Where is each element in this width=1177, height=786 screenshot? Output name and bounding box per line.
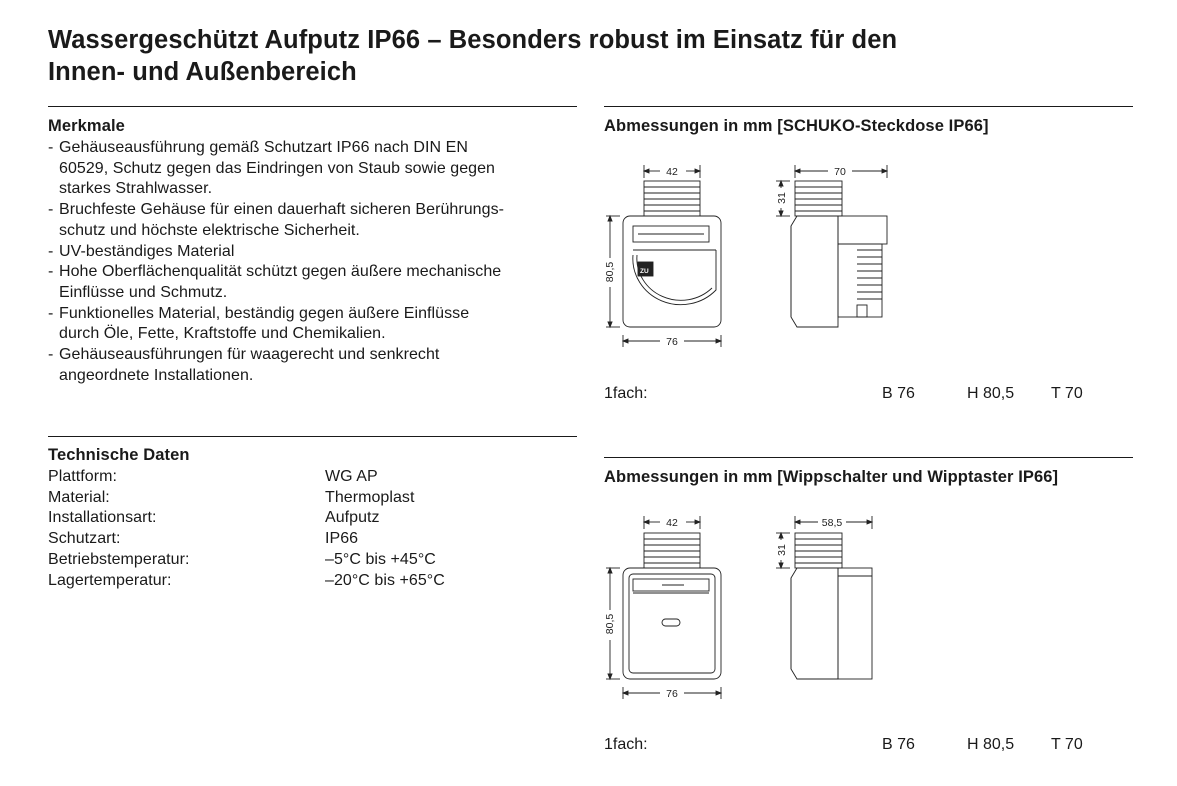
row-width: B 76 (882, 736, 915, 753)
feature-line: Einflüsse und Schmutz. (59, 283, 228, 301)
tech-key: Installationsart: (48, 509, 157, 527)
feature-line: Gehäuseausführung gemäß Schutzart IP66 nach DIN EN (59, 139, 468, 156)
dim-side-top: 31 (776, 192, 788, 204)
row-depth: T 70 (1051, 385, 1083, 402)
tech-value: –20°C bis +65°C (325, 571, 445, 589)
bullet-dash: - (48, 346, 54, 364)
features-heading: Merkmale (48, 117, 125, 135)
tech-row (48, 571, 588, 592)
feature-line: Hohe Oberflächenqualität schützt gegen äußere mechanische (59, 263, 502, 281)
schuko-side-drawing (770, 155, 900, 335)
feature-line: UV-beständiges Material (59, 242, 235, 260)
feature-line: angeordnete Installationen. (59, 366, 254, 384)
tech-value: Aufputz (325, 509, 380, 527)
dim-height: 80,5 (604, 261, 616, 283)
dims1-row (604, 385, 1133, 405)
divider (48, 436, 577, 437)
dims1-heading: Abmessungen in mm [SCHUKO-Steckdose IP66] (604, 117, 989, 135)
feature-line: starkes Strahlwasser. (59, 180, 213, 198)
bullet-dash: - (48, 139, 54, 156)
dim-depth: 70 (834, 166, 846, 178)
row-label: 1fach: (604, 385, 648, 402)
zu-label: ZU (640, 268, 649, 275)
feature-line: Bruchfeste Gehäuse für einen dauerhaft sicheren Berührungs- (59, 201, 504, 219)
divider (48, 106, 577, 107)
page-title (48, 24, 1048, 88)
tech-key: Plattform: (48, 468, 117, 485)
dim-depth: 58,5 (821, 517, 843, 529)
feature-line: Funktionelles Material, beständig gegen äußere Einflüsse (59, 304, 470, 322)
tech-row (48, 550, 588, 571)
page-title-line-2: Innen- und Außenbereich (48, 58, 357, 86)
feature-line: 60529, Schutz gegen das Eindringen von Staub sowie gegen (59, 159, 496, 177)
dims2-heading: Abmessungen in mm [Wippschalter und Wipptaster IP66] (604, 468, 1059, 486)
bullet-dash: - (48, 263, 54, 281)
dim-width-bottom: 76 (666, 688, 678, 700)
tech-key: Betriebstemperatur: (48, 550, 190, 568)
row-depth: T 70 (1051, 736, 1083, 753)
tech-value: WG AP (325, 468, 378, 485)
dim-width-top: 42 (666, 166, 678, 178)
feature-line: Gehäuseausführungen für waagerecht und senkrecht (59, 346, 440, 364)
divider (604, 457, 1133, 458)
tech-row (48, 508, 588, 529)
dim-height: 80,5 (604, 613, 616, 635)
feature-line: durch Öle, Fette, Kraftstoffe und Chemikalien. (59, 325, 386, 343)
divider (604, 106, 1133, 107)
tech-row (48, 529, 588, 550)
tech-key: Schutzart: (48, 530, 121, 548)
schuko-front-drawing (600, 155, 740, 355)
dim-side-top: 31 (776, 544, 788, 556)
row-height: H 80,5 (967, 736, 1015, 753)
tech-key: Lagertemperatur: (48, 571, 172, 589)
tech-heading: Technische Daten (48, 446, 190, 464)
dim-width-top: 42 (666, 517, 678, 529)
row-height: H 80,5 (967, 385, 1015, 402)
tech-value: Thermoplast (325, 488, 415, 506)
row-width: B 76 (882, 385, 915, 402)
feature-item (48, 345, 588, 386)
feature-line: schutz und höchste elektrische Sicherheit. (59, 221, 360, 239)
page-title-line-1: Wassergeschützt Aufputz IP66 – Besonders robust im Einsatz für den (48, 26, 898, 54)
feature-item (48, 200, 588, 241)
tech-row (48, 488, 588, 509)
feature-item (48, 304, 588, 345)
tech-row (48, 467, 588, 488)
tech-value: IP66 (325, 530, 359, 548)
tech-key: Material: (48, 488, 110, 506)
tech-value: –5°C bis +45°C (325, 550, 436, 568)
switch-front-drawing (600, 510, 740, 710)
feature-item (48, 138, 588, 200)
dim-width-bottom: 76 (666, 336, 678, 348)
bullet-dash: - (48, 304, 54, 322)
row-label: 1fach: (604, 736, 648, 753)
bullet-dash: - (48, 201, 54, 219)
bullet-dash: - (48, 242, 54, 260)
feature-item (48, 262, 588, 303)
features-list (48, 138, 588, 386)
feature-item (48, 242, 588, 263)
switch-side-drawing (770, 510, 900, 690)
dims2-row (604, 736, 1133, 756)
